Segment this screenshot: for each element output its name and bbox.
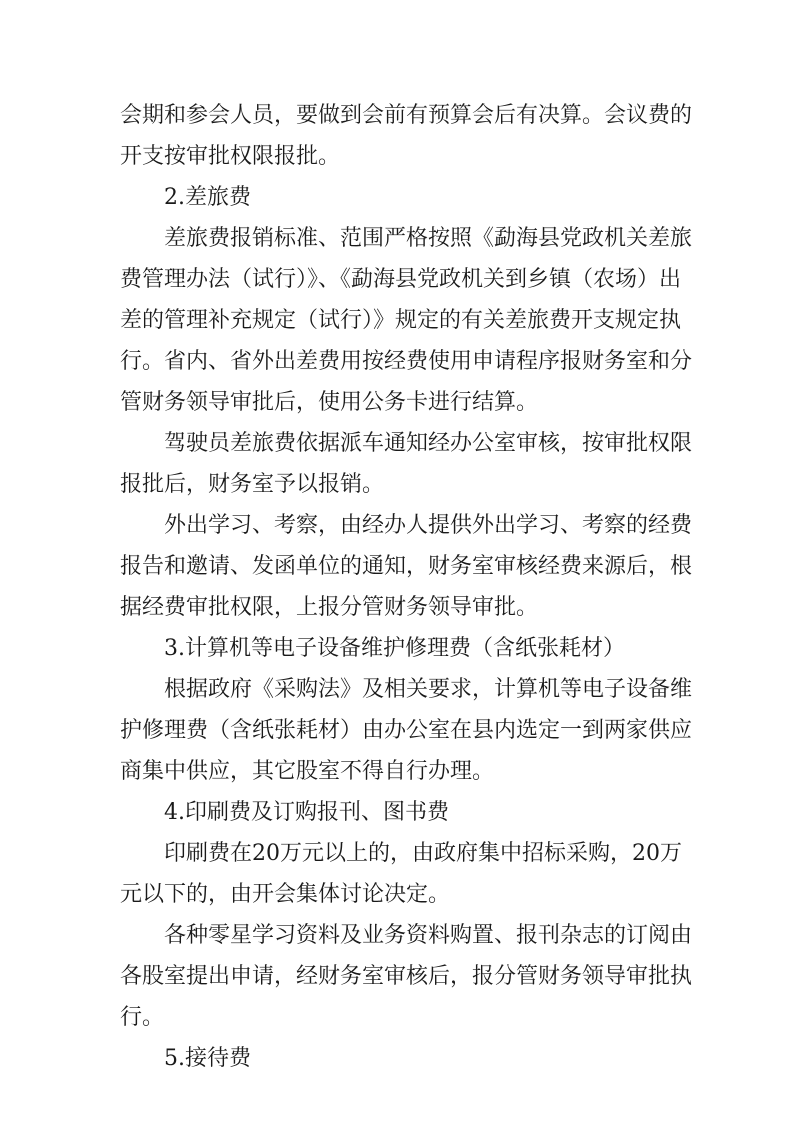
section-heading: 3.计算机等电子设备维护修理费（含纸张耗材） (164, 636, 625, 661)
body-text-line: 行。省内、省外出差费用按经费使用申请程序报财务室和分 (120, 349, 693, 374)
section-heading: 5.接待费 (164, 1046, 251, 1071)
body-text-line: 驾驶员差旅费依据派车通知经办公室审核，按审批权限 (164, 431, 693, 456)
body-text-line: 报告和邀请、发函单位的通知，财务室审核经费来源后，根 (120, 554, 693, 579)
body-text-line: 会期和参会人员，要做到会前有预算会后有决算。会议费的 (120, 103, 693, 128)
section-heading: 2.差旅费 (164, 185, 251, 210)
body-text-line: 差的管理补充规定（试行）》规定的有关差旅费开支规定执 (120, 308, 682, 333)
body-text-line: 护修理费（含纸张耗材）由办公室在县内选定一到两家供应 (120, 718, 693, 743)
body-text-line: 元以下的，由开会集体讨论决定。 (120, 882, 451, 907)
body-text-line: 报批后，财务室予以报销。 (120, 472, 385, 497)
body-text-line: 各股室提出申请，经财务室审核后，报分管财务领导审批执 (120, 964, 693, 989)
body-text-line: 开支按审批权限报批。 (120, 144, 341, 169)
body-text-line: 外出学习、考察，由经办人提供外出学习、考察的经费 (164, 513, 693, 538)
body-text-line: 行。 (120, 1005, 165, 1030)
body-text-line: 据经费审批权限，上报分管财务领导审批。 (120, 595, 539, 620)
body-text-line: 费管理办法（试行）》、《勐海县党政机关到乡镇（农场）出 (120, 267, 682, 292)
body-text-line: 商集中供应，其它股室不得自行办理。 (120, 759, 495, 784)
body-text-line: 印刷费在20万元以上的，由政府集中招标采购，20万 (164, 841, 682, 866)
body-text-line: 管财务领导审批后，使用公务卡进行结算。 (120, 390, 539, 415)
section-heading: 4.印刷费及订购报刊、图书费 (164, 800, 449, 825)
body-text-line: 根据政府《采购法》及相关要求，计算机等电子设备维 (164, 677, 693, 702)
body-text-line: 各种零星学习资料及业务资料购置、报刊杂志的订阅由 (164, 923, 693, 948)
body-text-line: 差旅费报销标准、范围严格按照《勐海县党政机关差旅 (164, 226, 693, 251)
